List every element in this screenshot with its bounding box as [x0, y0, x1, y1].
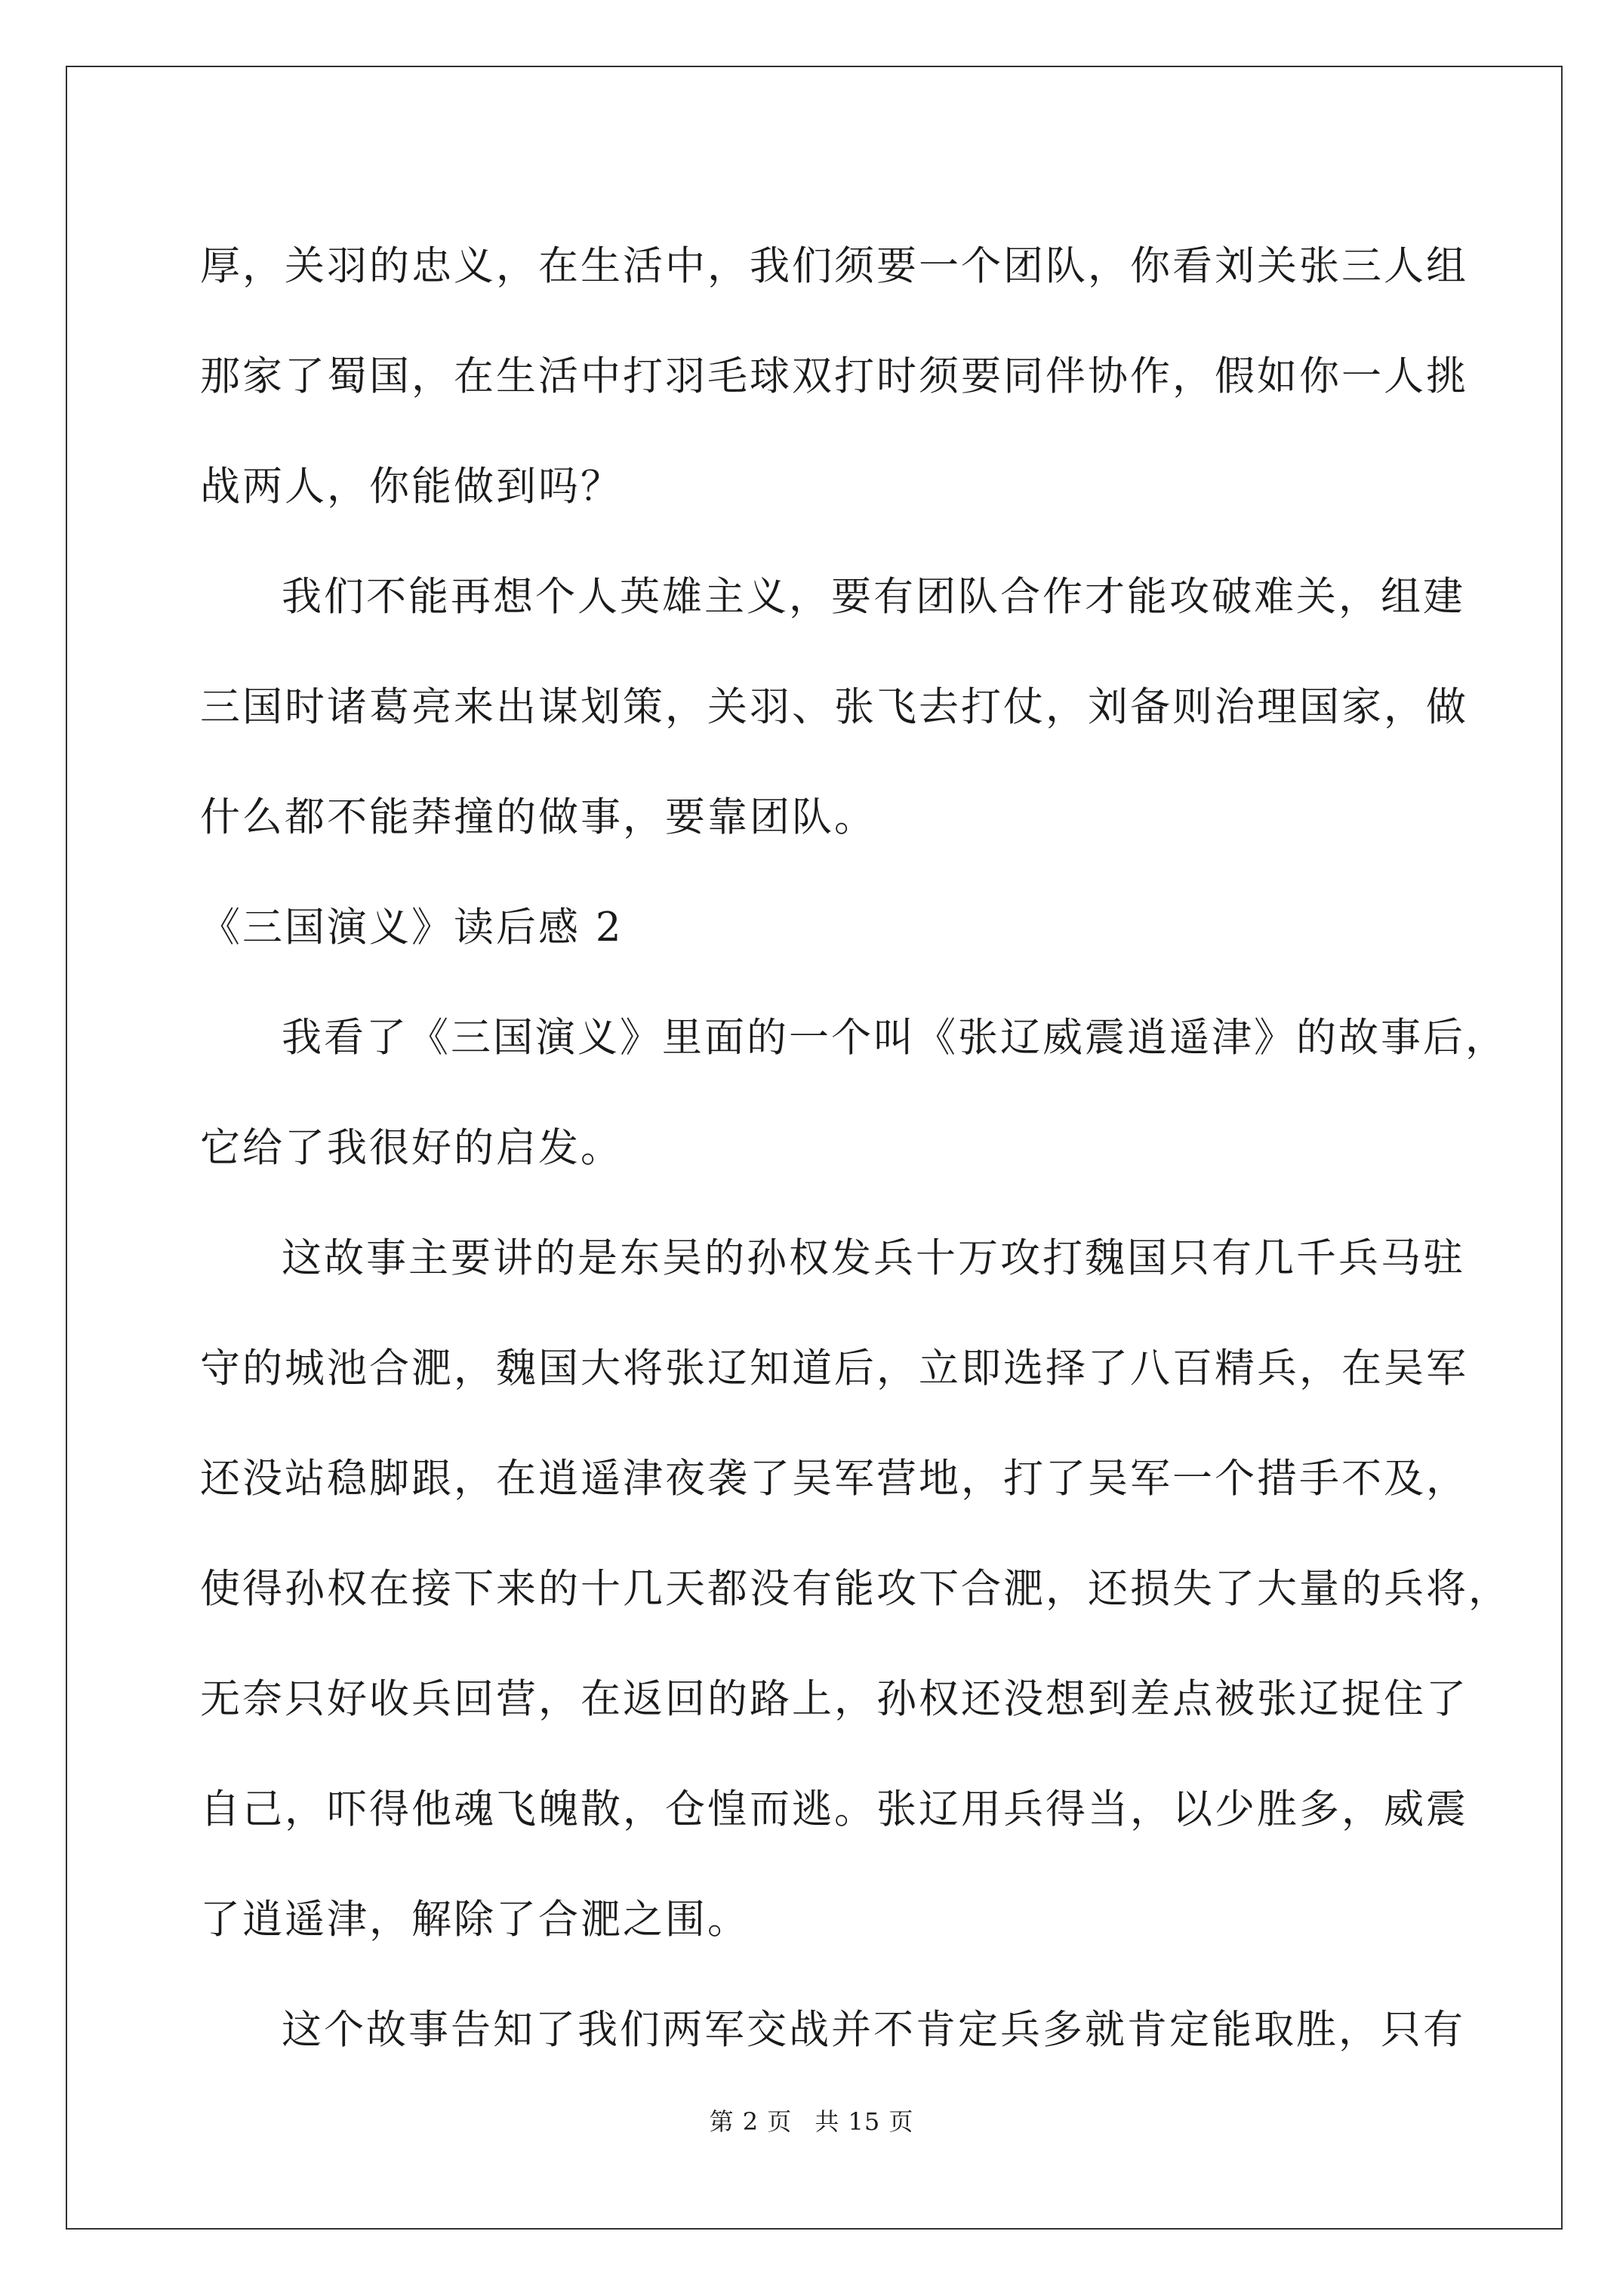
page-total: 共 15 页	[815, 2107, 914, 2136]
text-line: 我们不能再想个人英雄主义，要有团队合作才能攻破难关，组建	[282, 574, 1465, 620]
text-line: 无奈只好收兵回营，在返回的路上，孙权还没想到差点被张辽捉住了	[200, 1676, 1468, 1722]
text-line: 自己，吓得他魂飞魄散，仓惶而逃。张辽用兵得当，以少胜多，威震	[200, 1786, 1468, 1832]
text-line: 我看了《三国演义》里面的一个叫《张辽威震逍遥津》的故事后，	[282, 1015, 1508, 1061]
text-line: 还没站稳脚跟，在逍遥津夜袭了吴军营地，打了吴军一个措手不及，	[200, 1456, 1468, 1502]
section-heading: 《三国演义》读后感 2	[200, 905, 624, 951]
page-number: 第 2 页	[709, 2107, 793, 2136]
text-line: 它给了我很好的启发。	[200, 1125, 623, 1171]
document-body	[200, 211, 1511, 2085]
text-line: 厚，关羽的忠义，在生活中，我们须要一个团队，你看刘关张三人组	[200, 243, 1468, 289]
text-line: 那家了蜀国，在生活中打羽毛球双打时须要同伴协作，假如你一人挑	[200, 353, 1468, 399]
text-line: 这个故事告知了我们两军交战并不肯定兵多就肯定能取胜，只有	[282, 2007, 1465, 2053]
text-line: 三国时诸葛亮来出谋划策，关羽、张飞去打仗，刘备则治理国家，做	[200, 684, 1468, 730]
text-line: 这故事主要讲的是东吴的孙权发兵十万攻打魏国只有几千兵马驻	[282, 1235, 1465, 1281]
text-line: 守的城池合淝，魏国大将张辽知道后，立即选择了八百精兵，在吴军	[200, 1345, 1468, 1391]
text-line: 了逍遥津，解除了合淝之围。	[200, 1897, 750, 1943]
text-line: 什么都不能莽撞的做事，要靠团队。	[200, 794, 876, 840]
text-line: 战两人，你能做到吗？	[200, 464, 623, 510]
page-footer	[0, 2106, 1623, 2137]
text-line: 使得孙权在接下来的十几天都没有能攻下合淝，还损失了大量的兵将，	[200, 1566, 1511, 1612]
